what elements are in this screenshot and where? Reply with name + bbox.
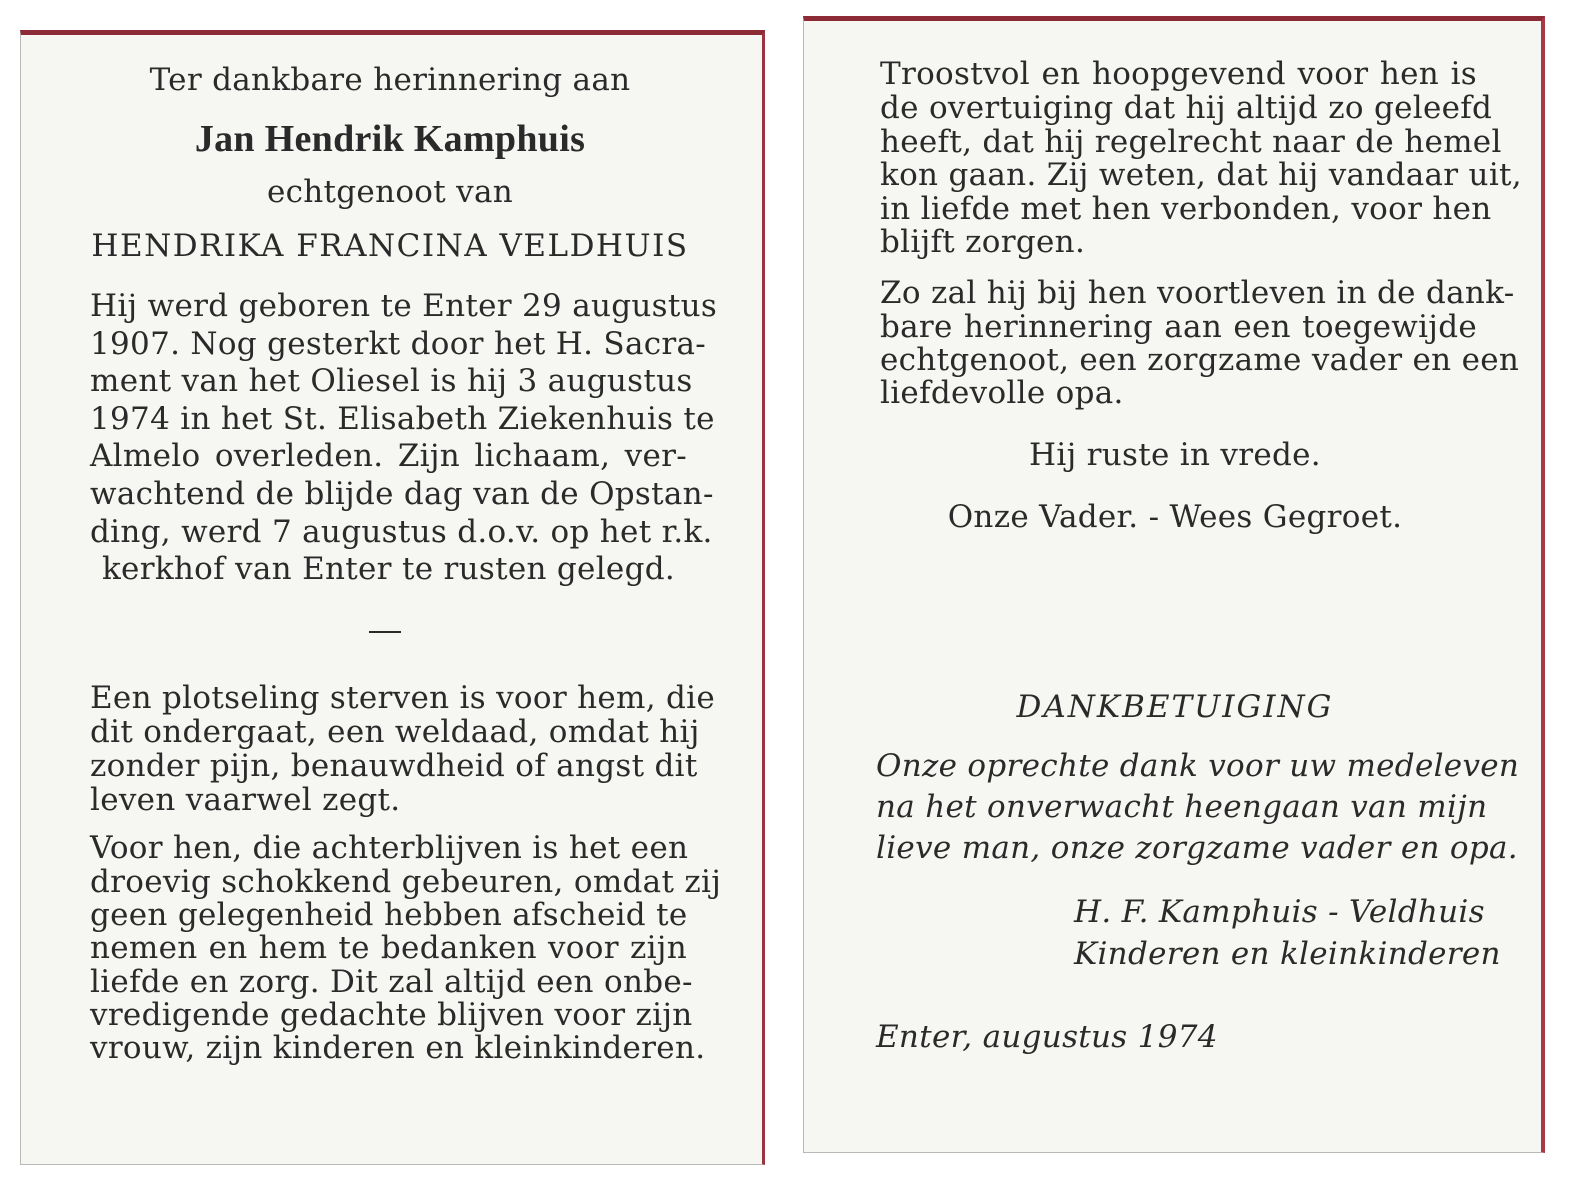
spouse-intro: echtgenoot van: [266, 174, 514, 210]
signature-name: H. F. Kamphuis - Veldhuis: [1074, 894, 1485, 930]
signature-family: Kinderen en kleinkinderen: [1074, 936, 1501, 972]
bio-line: wachtend de blijde dag van de Opstan-: [90, 476, 714, 512]
bio-line: ding, werd 7 augustus d.o.v. op het r.k.: [90, 514, 713, 550]
bio-line: 1907. Nog gesterkt door het H. Sacra-: [90, 326, 707, 362]
paragraph-line: leven vaarwel zegt.: [90, 782, 401, 818]
paragraph-line: zonder pijn, benauwdheid of angst dit: [90, 748, 698, 784]
bio-line: Hij werd geboren te Enter 29 augustus: [90, 288, 718, 324]
paragraph-line: vrouw, zijn kinderen en kleinkinderen.: [90, 1030, 706, 1066]
intro-text: Ter dankbare herinnering aan: [149, 62, 631, 98]
paragraph-line: vredigende gedachte blijven voor zijn: [90, 997, 693, 1033]
paragraph-line: echtgenoot, een zorgzame vader en een: [880, 342, 1520, 378]
thanks-line: na het onverwacht heengaan van mijn: [876, 789, 1488, 825]
paragraph-line: Zo zal hij bij hen voortleven in de dank-: [880, 275, 1515, 311]
thanks-title: DANKBETUIGING: [1016, 689, 1334, 725]
paragraph-line: in liefde met hen verbonden, voor hen: [880, 191, 1492, 227]
paragraph-line: liefde en zorg. Dit zal altijd een onbe-: [90, 964, 693, 1000]
deceased-name: Jan Hendrik Kamphuis: [194, 118, 586, 160]
paragraph-line: heeft, dat hij regelrecht naar de hemel: [880, 124, 1502, 160]
paragraph-line: bare herinnering aan een toegewijde: [880, 309, 1477, 345]
paragraph-line: Een plotseling sterven is voor hem, die: [90, 680, 716, 716]
separator-dash: [369, 631, 401, 633]
paragraph-line: blijft zorgen.: [880, 224, 1086, 260]
spouse-name: HENDRIKA FRANCINA VELDHUIS: [91, 228, 689, 264]
place-date: Enter, augustus 1974: [876, 1019, 1218, 1055]
paragraph-line: nemen en hem te bedanken voor zijn: [90, 930, 687, 966]
paragraph-line: dit ondergaat, een weldaad, omdat hij: [90, 714, 700, 750]
paragraph-line: kon gaan. Zij weten, dat hij vandaar uit,: [880, 157, 1522, 193]
paragraph-line: Voor hen, die achterblijven is het een: [90, 830, 689, 866]
paragraph-line: liefdevolle opa.: [880, 375, 1124, 411]
bio-line: ment van het Oliesel is hij 3 augustus: [90, 363, 693, 399]
paragraph-line: Troostvol en hoopgevend voor hen is: [880, 56, 1477, 92]
paragraph-line: de overtuiging dat hij altijd zo geleefd: [880, 90, 1493, 126]
thanks-line: lieve man, onze zorgzame vader en opa.: [876, 830, 1518, 866]
rest-in-peace-line: Hij ruste in vrede.: [1029, 437, 1321, 473]
paragraph-line: geen gelegenheid hebben afscheid te: [90, 897, 688, 933]
prayer-line: Onze Vader. - Wees Gegroet.: [947, 499, 1403, 535]
bio-line: 1974 in het St. Elisabeth Ziekenhuis te: [90, 401, 715, 437]
paragraph-line: droevig schokkend gebeuren, omdat zij: [90, 864, 722, 900]
bio-line: kerkhof van Enter te rusten gelegd.: [101, 551, 676, 587]
thanks-line: Onze oprechte dank voor uw medeleven: [876, 748, 1520, 784]
bio-line: Almelo overleden. Zijn lichaam, ver-: [90, 438, 687, 474]
